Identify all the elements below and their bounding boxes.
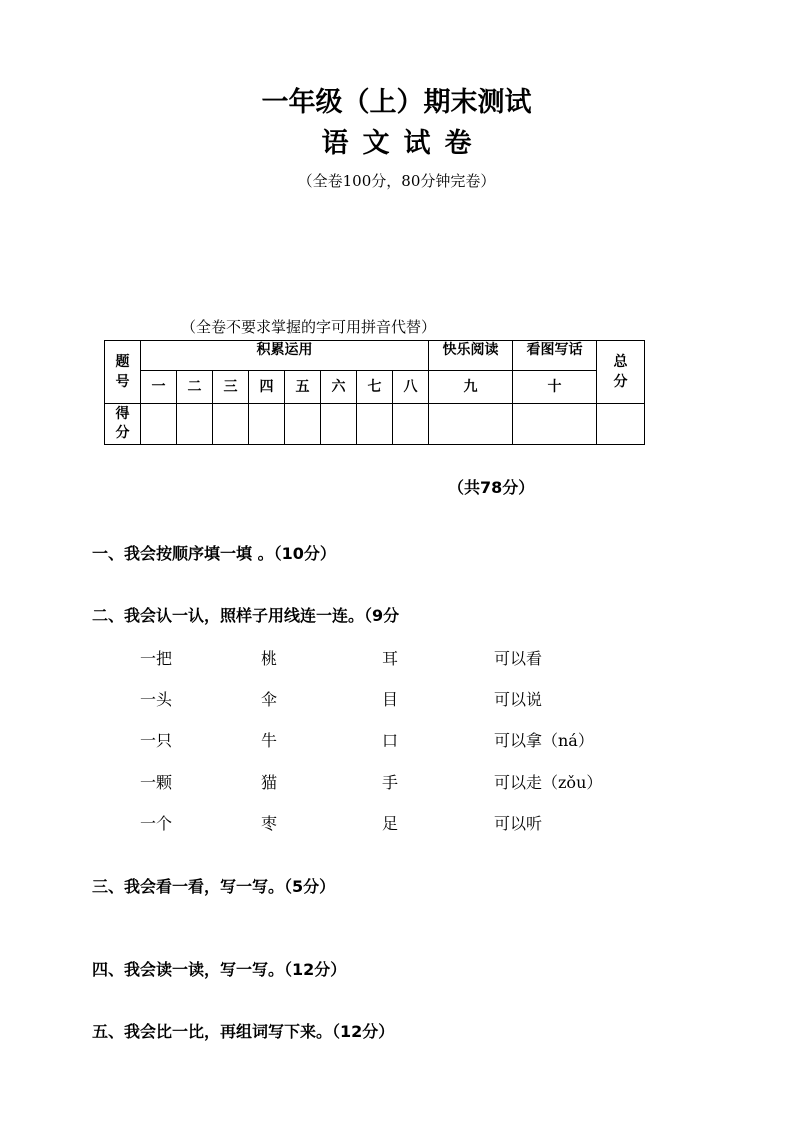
score-cell[interactable] (249, 404, 285, 445)
question-2: 二、我会认一认，照样子用线连一连。（9分 (92, 606, 400, 625)
match-action: 可以听 (494, 814, 543, 833)
question-number: 七 (357, 371, 393, 404)
match-action: 可以拿（ná） (494, 731, 594, 750)
match-measure-word: 一头 (140, 690, 173, 709)
score-cell[interactable] (429, 404, 513, 445)
question-number: 九 (429, 371, 513, 404)
match-body-part: 足 (382, 814, 399, 833)
score-cell[interactable] (141, 404, 177, 445)
match-body-part: 口 (382, 731, 399, 750)
question-4: 四、我会读一读，写一写。（12分） (92, 960, 347, 979)
question-5: 五、我会比一比，再组词写下来。（12分） (92, 1022, 395, 1041)
score-cell[interactable] (177, 404, 213, 445)
group-accumulation-header: 积累运用 (141, 341, 429, 371)
score-cell[interactable] (357, 404, 393, 445)
question-number: 一 (141, 371, 177, 404)
question-1: 一、我会按顺序填一填 。（10分） (92, 544, 336, 563)
match-measure-word: 一颗 (140, 773, 173, 792)
score-cell[interactable] (393, 404, 429, 445)
exam-title: 一年级（上）期末测试 (261, 87, 532, 118)
match-action: 可以看 (494, 649, 543, 668)
question-number: 三 (213, 371, 249, 404)
match-action: 可以说 (494, 690, 543, 709)
score-cell[interactable] (321, 404, 357, 445)
match-action: 可以走（zǒu） (494, 773, 603, 792)
match-object: 伞 (261, 690, 278, 709)
question-number: 二 (177, 371, 213, 404)
question-number-header: 题号 (105, 341, 141, 404)
question-number: 六 (321, 371, 357, 404)
question-number: 四 (249, 371, 285, 404)
section-total: （共78分） (448, 478, 535, 497)
match-body-part: 目 (382, 690, 399, 709)
exam-subtitle: 语文试卷 (321, 128, 486, 159)
match-object: 桃 (261, 649, 278, 668)
group-writing-header: 看图写话 (513, 341, 597, 371)
question-number: 五 (285, 371, 321, 404)
match-measure-word: 一个 (140, 814, 173, 833)
match-measure-word: 一只 (140, 731, 173, 750)
question-number: 八 (393, 371, 429, 404)
match-object: 牛 (261, 731, 278, 750)
score-cell-total[interactable] (597, 404, 645, 445)
score-table (104, 340, 645, 445)
score-row-header: 得分 (105, 404, 141, 445)
score-cell[interactable] (213, 404, 249, 445)
match-measure-word: 一把 (140, 649, 173, 668)
match-body-part: 耳 (382, 649, 399, 668)
score-cell[interactable] (513, 404, 597, 445)
match-body-part: 手 (382, 773, 399, 792)
question-3: 三、我会看一看，写一写。（5分） (92, 877, 336, 896)
total-header: 总分 (597, 341, 645, 404)
match-object: 枣 (261, 814, 278, 833)
pinyin-note: （全卷不要求掌握的字可用拼音代替） (181, 318, 437, 336)
question-number: 十 (513, 371, 597, 404)
exam-info: （全卷100分，80分钟完卷） (297, 172, 496, 190)
score-cell[interactable] (285, 404, 321, 445)
group-reading-header: 快乐阅读 (429, 341, 513, 371)
match-object: 猫 (261, 773, 278, 792)
